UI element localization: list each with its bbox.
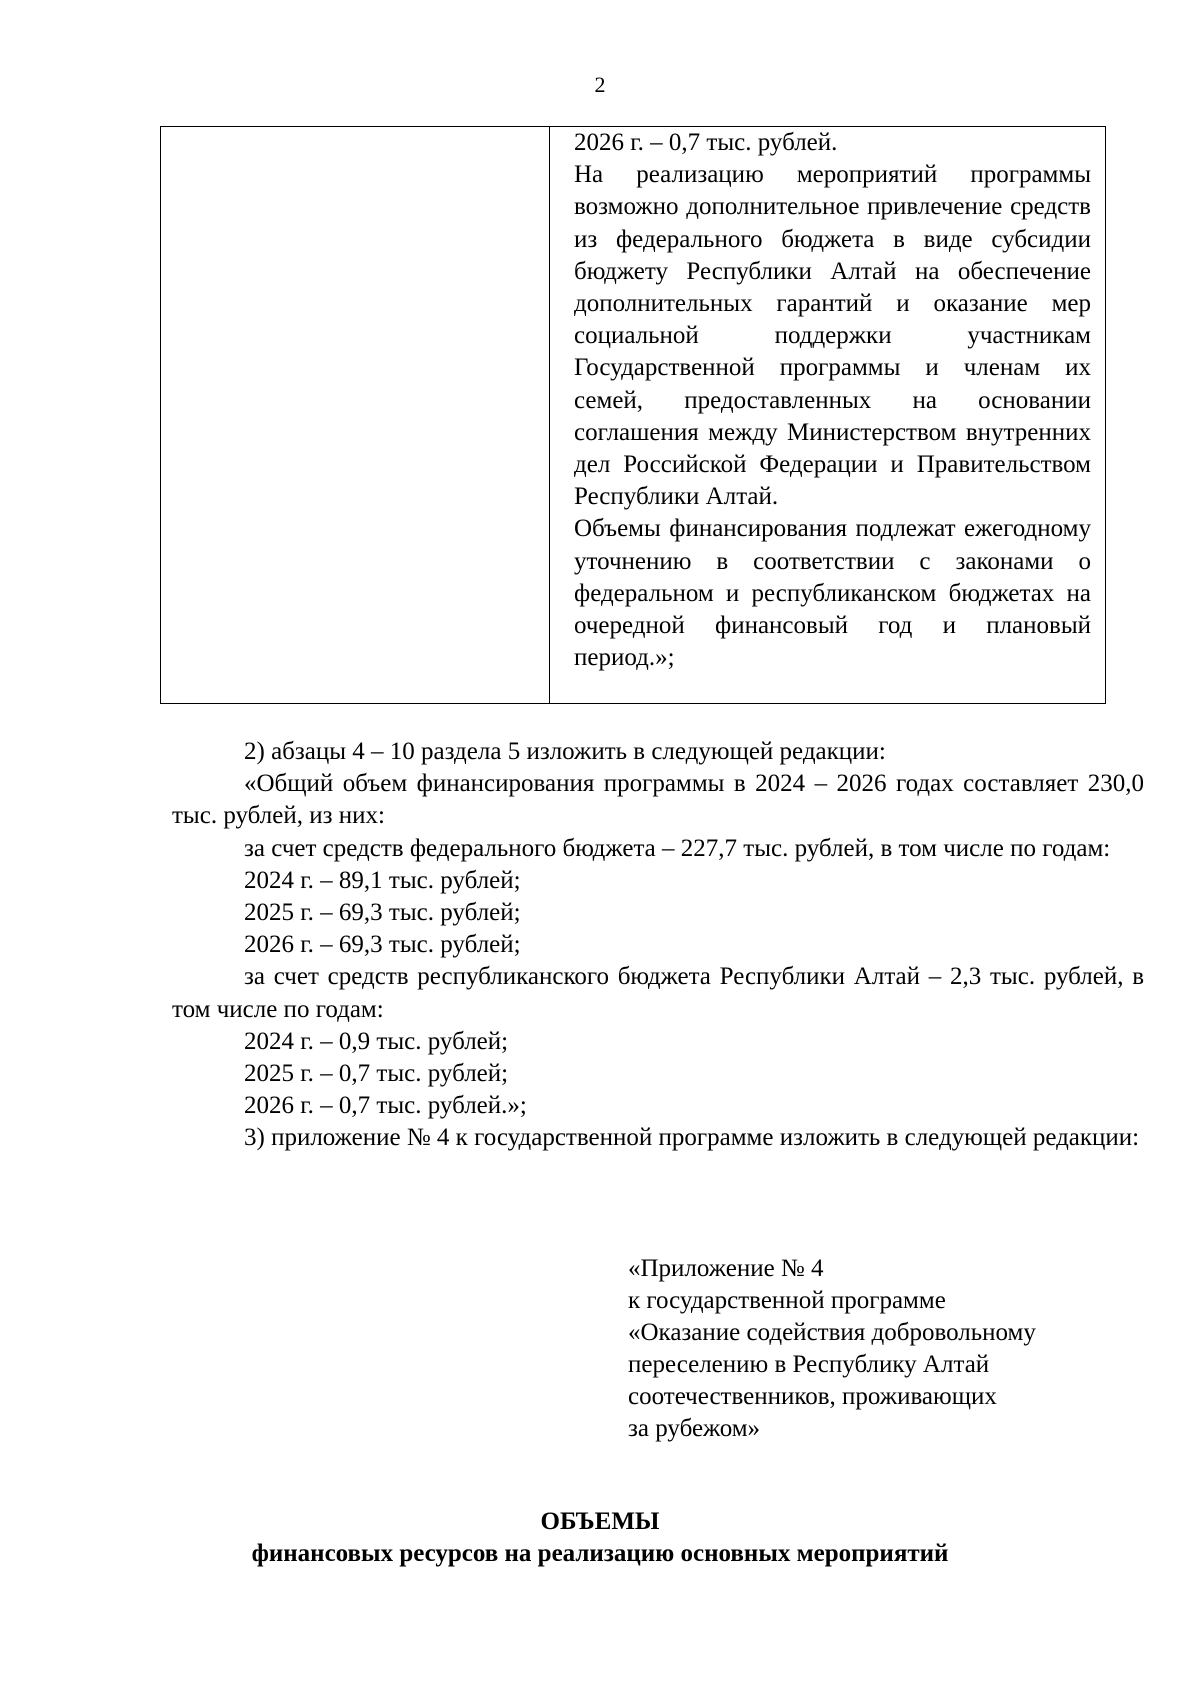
body-paragraph: 2026 г. – 0,7 тыс. рублей.»; bbox=[244, 1092, 527, 1120]
body-paragraph: «Общий объем финансирования программы в 2024 – 2026 годах составляет 230,0 тыс. рублей, из них: bbox=[172, 770, 1144, 830]
table-cell-left bbox=[161, 127, 550, 703]
table-paragraph: Объемы финансирования подлежат ежегодному уточнению в соответствии с законами о федеральном и республиканском бюджетах на очередной финансовый год и плановый период.»; bbox=[574, 515, 1091, 672]
table-cell-right bbox=[550, 127, 1105, 703]
body-paragraph: за счет средств федерального бюджета – 227,7 тыс. рублей, в том числе по годам: bbox=[244, 834, 1111, 862]
body-paragraph: 2025 г. – 69,3 тыс. рублей; bbox=[244, 899, 521, 927]
appendix-note bbox=[628, 1253, 1108, 1445]
page-number: 2 bbox=[594, 72, 606, 97]
appendix-line: переселению в Республику Алтай bbox=[628, 1351, 990, 1378]
body-paragraph: 2025 г. – 0,7 тыс. рублей; bbox=[244, 1060, 509, 1088]
body-paragraph: 2024 г. – 0,9 тыс. рублей; bbox=[244, 1027, 509, 1055]
section-title bbox=[0, 1506, 1200, 1570]
body-paragraph: 2024 г. – 89,1 тыс. рублей; bbox=[244, 866, 521, 894]
passport-table bbox=[160, 126, 1106, 704]
section-title-line1: ОБЪЕМЫ bbox=[540, 1508, 660, 1535]
table-paragraph: На реализацию мероприятий программы возможно дополнительное привлечение средств из федерального бюджета в виде субсидии бюджету Республики Алтай на обеспечение дополнительных гарантий и оказание мер социальной поддержки участникам Государственной программы и членам их семей, предоставленных на основании соглашения между Министерством внутренних дел Российской Федерации и Правительством Республики Алтай. bbox=[574, 161, 1091, 511]
appendix-line: «Оказание содействия добровольному bbox=[628, 1319, 1036, 1346]
appendix-line: соотечественников, проживающих bbox=[628, 1383, 997, 1410]
table-paragraph: 2026 г. – 0,7 тыс. рублей. bbox=[574, 129, 838, 156]
appendix-line: за рубежом» bbox=[628, 1415, 761, 1442]
section-title-line2: финансовых ресурсов на реализацию основных мероприятий bbox=[251, 1540, 949, 1567]
body-paragraph: 2) абзацы 4 – 10 раздела 5 изложить в следующей редакции: bbox=[244, 738, 886, 765]
body-paragraph: 2026 г. – 69,3 тыс. рублей; bbox=[244, 931, 521, 959]
body-paragraph: 3) приложение № 4 к государственной программе изложить в следующей редакции: bbox=[244, 1124, 1140, 1152]
appendix-line: «Приложение № 4 bbox=[628, 1255, 824, 1282]
appendix-line: к государственной программе bbox=[628, 1287, 946, 1314]
body-text bbox=[172, 736, 1144, 1155]
body-paragraph: за счет средств республиканского бюджета Республики Алтай – 2,3 тыс. рублей, в том числе по годам: bbox=[172, 963, 1144, 1023]
